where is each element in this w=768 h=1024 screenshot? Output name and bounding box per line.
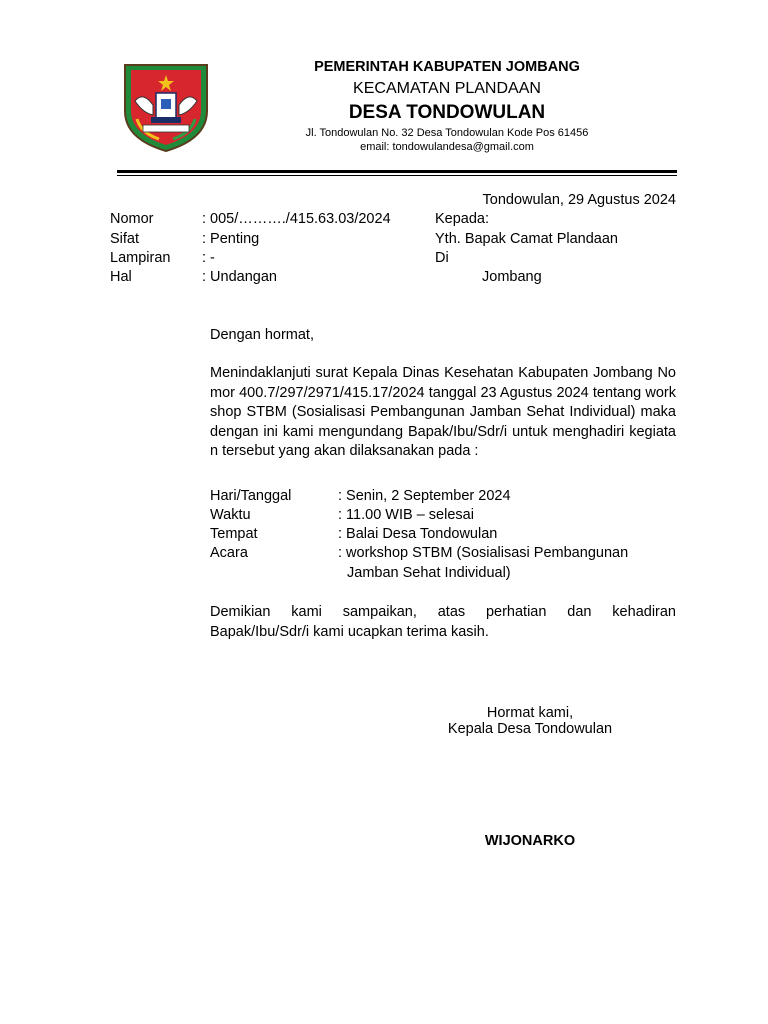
lampiran-value: : -: [202, 250, 215, 266]
event-time-label: Waktu: [210, 507, 251, 523]
letter-date: Tondowulan, 29 Agustus 2024: [482, 192, 676, 208]
lampiran-label: Lampiran: [110, 250, 171, 266]
sifat-value: : Penting: [202, 231, 260, 247]
nomor-label: Nomor: [110, 211, 154, 227]
event-agenda-value-cont: Jamban Sehat Individual): [347, 565, 511, 581]
letterhead-rule-thick: [117, 170, 677, 173]
hal-value: : Undangan: [202, 269, 277, 285]
header-village: DESA TONDOWULAN: [348, 102, 546, 123]
event-place-value: : Balai Desa Tondowulan: [338, 526, 498, 542]
event-agenda-value: : workshop STBM (Sosialisasi Pembangunan: [338, 545, 629, 561]
closing-paragraph: Demikian kami sampaikan, atas perhatian dan kehadiran Bapak/Ibu/Sdr/i kami ucapkan terima kasih.: [210, 604, 676, 640]
signature-regards: Hormat kami,: [486, 705, 574, 721]
recipient-di: Di: [435, 250, 449, 266]
event-time-value: : 11.00 WIB – selesai: [338, 507, 474, 523]
event-place-label: Tempat: [210, 526, 258, 542]
signature-name: WIJONARKO: [484, 833, 576, 849]
kabupaten-jombang-logo: [121, 61, 211, 153]
header-district: KECAMATAN PLANDAAN: [353, 80, 541, 97]
header-address: Jl. Tondowulan No. 32 Desa Tondowulan Kode Pos 61456: [305, 127, 589, 139]
event-day-value: : Senin, 2 September 2024: [338, 488, 511, 504]
recipient-place: Jombang: [482, 269, 542, 285]
recipient-to: Kepada:: [435, 211, 490, 227]
header-email: email: tondowulandesa@gmail.com: [360, 141, 534, 153]
signature-title: Kepala Desa Tondowulan: [447, 721, 613, 737]
header-government: PEMERINTAH KABUPATEN JOMBANG: [314, 59, 580, 75]
event-day-label: Hari/Tanggal: [210, 488, 292, 504]
body-paragraph: Menindaklanjuti surat Kepala Dinas Kesehatan Kabupaten Jombang Nomor 400.7/297/2971/415.17/2024 tanggal 23 Agustus 2024 tentang workshop STBM (Sosialisasi Pembangunan Jamban Sehat Individual) maka dengan ini kami mengundang Bapak/Ibu/Sdr/i untuk menghadiri kegiatan tersebut yang akan dilaksanakan pada :: [210, 365, 676, 459]
hal-label: Hal: [110, 269, 132, 285]
sifat-label: Sifat: [110, 231, 140, 247]
event-agenda-label: Acara: [210, 545, 248, 561]
greeting: Dengan hormat,: [210, 327, 314, 343]
letterhead-rule-thin: [117, 175, 677, 176]
recipient-name: Yth. Bapak Camat Plandaan: [435, 231, 618, 247]
nomor-value: : 005/………./415.63.03/2024: [202, 211, 391, 227]
